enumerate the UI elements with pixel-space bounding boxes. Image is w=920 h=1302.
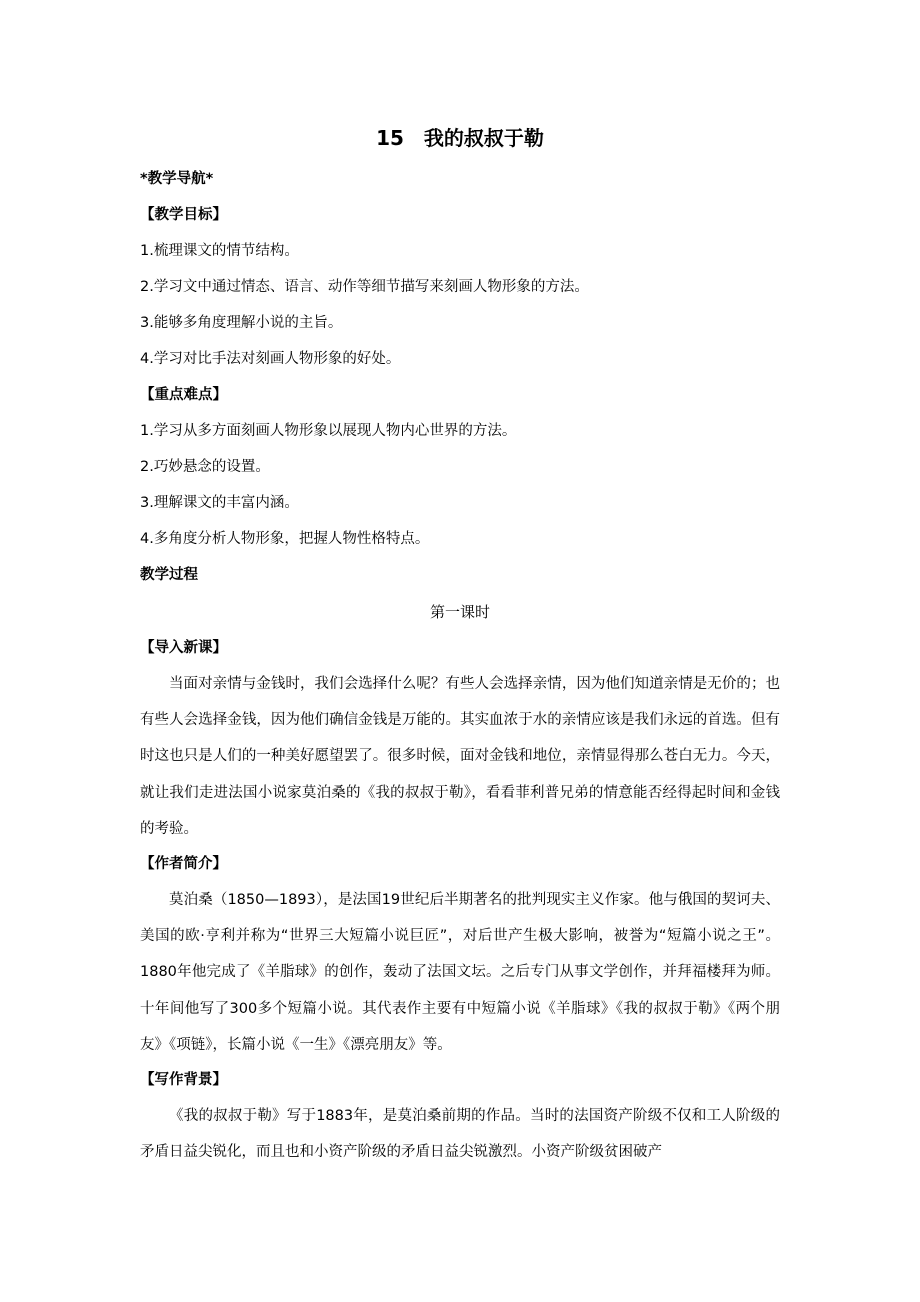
intro-heading: 【导入新课】 <box>140 640 227 656</box>
background-paragraph: 《我的叔叔于勒》写于1883年，是莫泊桑前期的作品。当时的法国资产阶级不仅和工人阶级的矛盾日益尖锐化，而且也和小资产阶级的矛盾日益尖锐激烈。小资产阶级贫困破产 <box>140 1108 780 1161</box>
intro-paragraph: 当面对亲情与金钱时，我们会选择什么呢？有些人会选择亲情，因为他们知道亲情是无价的；也有些人会选择金钱，因为他们确信金钱是万能的。其实血浓于水的亲情应该是我们永远的首选。但有时这也只是人们的一种美好愿望罢了。很多时候，面对金钱和地位，亲情显得那么苍白无力。今天，就让我们走进法国小说家莫泊桑的《我的叔叔于勒》，看看菲利普兄弟的情意能否经得起时间和金钱的考验。 <box>140 676 780 837</box>
objective-item: 4.学习对比手法对刻画人物形象的好处。 <box>140 351 401 367</box>
objectives-heading: 【教学目标】 <box>140 207 227 223</box>
background-heading: 【写作背景】 <box>140 1072 227 1088</box>
objective-item: 1.梳理课文的情节结构。 <box>140 243 299 259</box>
key-point-item: 3.理解课文的丰富内涵。 <box>140 495 299 511</box>
author-heading: 【作者简介】 <box>140 856 227 872</box>
author-paragraph: 莫泊桑（1850—1893），是法国19世纪后半期著名的批判现实主义作家。他与俄国的契诃夫、美国的欧·亨利并称为“世界三大短篇小说巨匠”，对后世产生极大影响，被誉为“短篇小说之王”。1880年他完成了《羊脂球》的创作，轰动了法国文坛。之后专门从事文学创作，并拜福楼拜为师。十年间他写了300多个短篇小说。其代表作主要有中短篇小说《羊脂球》《我的叔叔于勒》《两个朋友》《项链》，长篇小说《一生》《漂亮朋友》等。 <box>140 892 780 1053</box>
objective-item: 2.学习文中通过情态、语言、动作等细节描写来刻画人物形象的方法。 <box>140 279 589 295</box>
key-points-heading: 【重点难点】 <box>140 387 227 403</box>
key-point-item: 4.多角度分析人物形象，把握人物性格特点。 <box>140 531 430 547</box>
objective-item: 3.能够多角度理解小说的主旨。 <box>140 315 343 331</box>
process-label: 教学过程 <box>140 567 198 583</box>
nav-label: *教学导航* <box>140 171 214 187</box>
lesson-label: 第一课时 <box>429 603 490 621</box>
key-point-item: 2.巧妙悬念的设置。 <box>140 459 270 475</box>
page-title: 15 我的叔叔于勒 <box>376 126 544 150</box>
key-point-item: 1.学习从多方面刻画人物形象以展现人物内心世界的方法。 <box>140 423 517 439</box>
